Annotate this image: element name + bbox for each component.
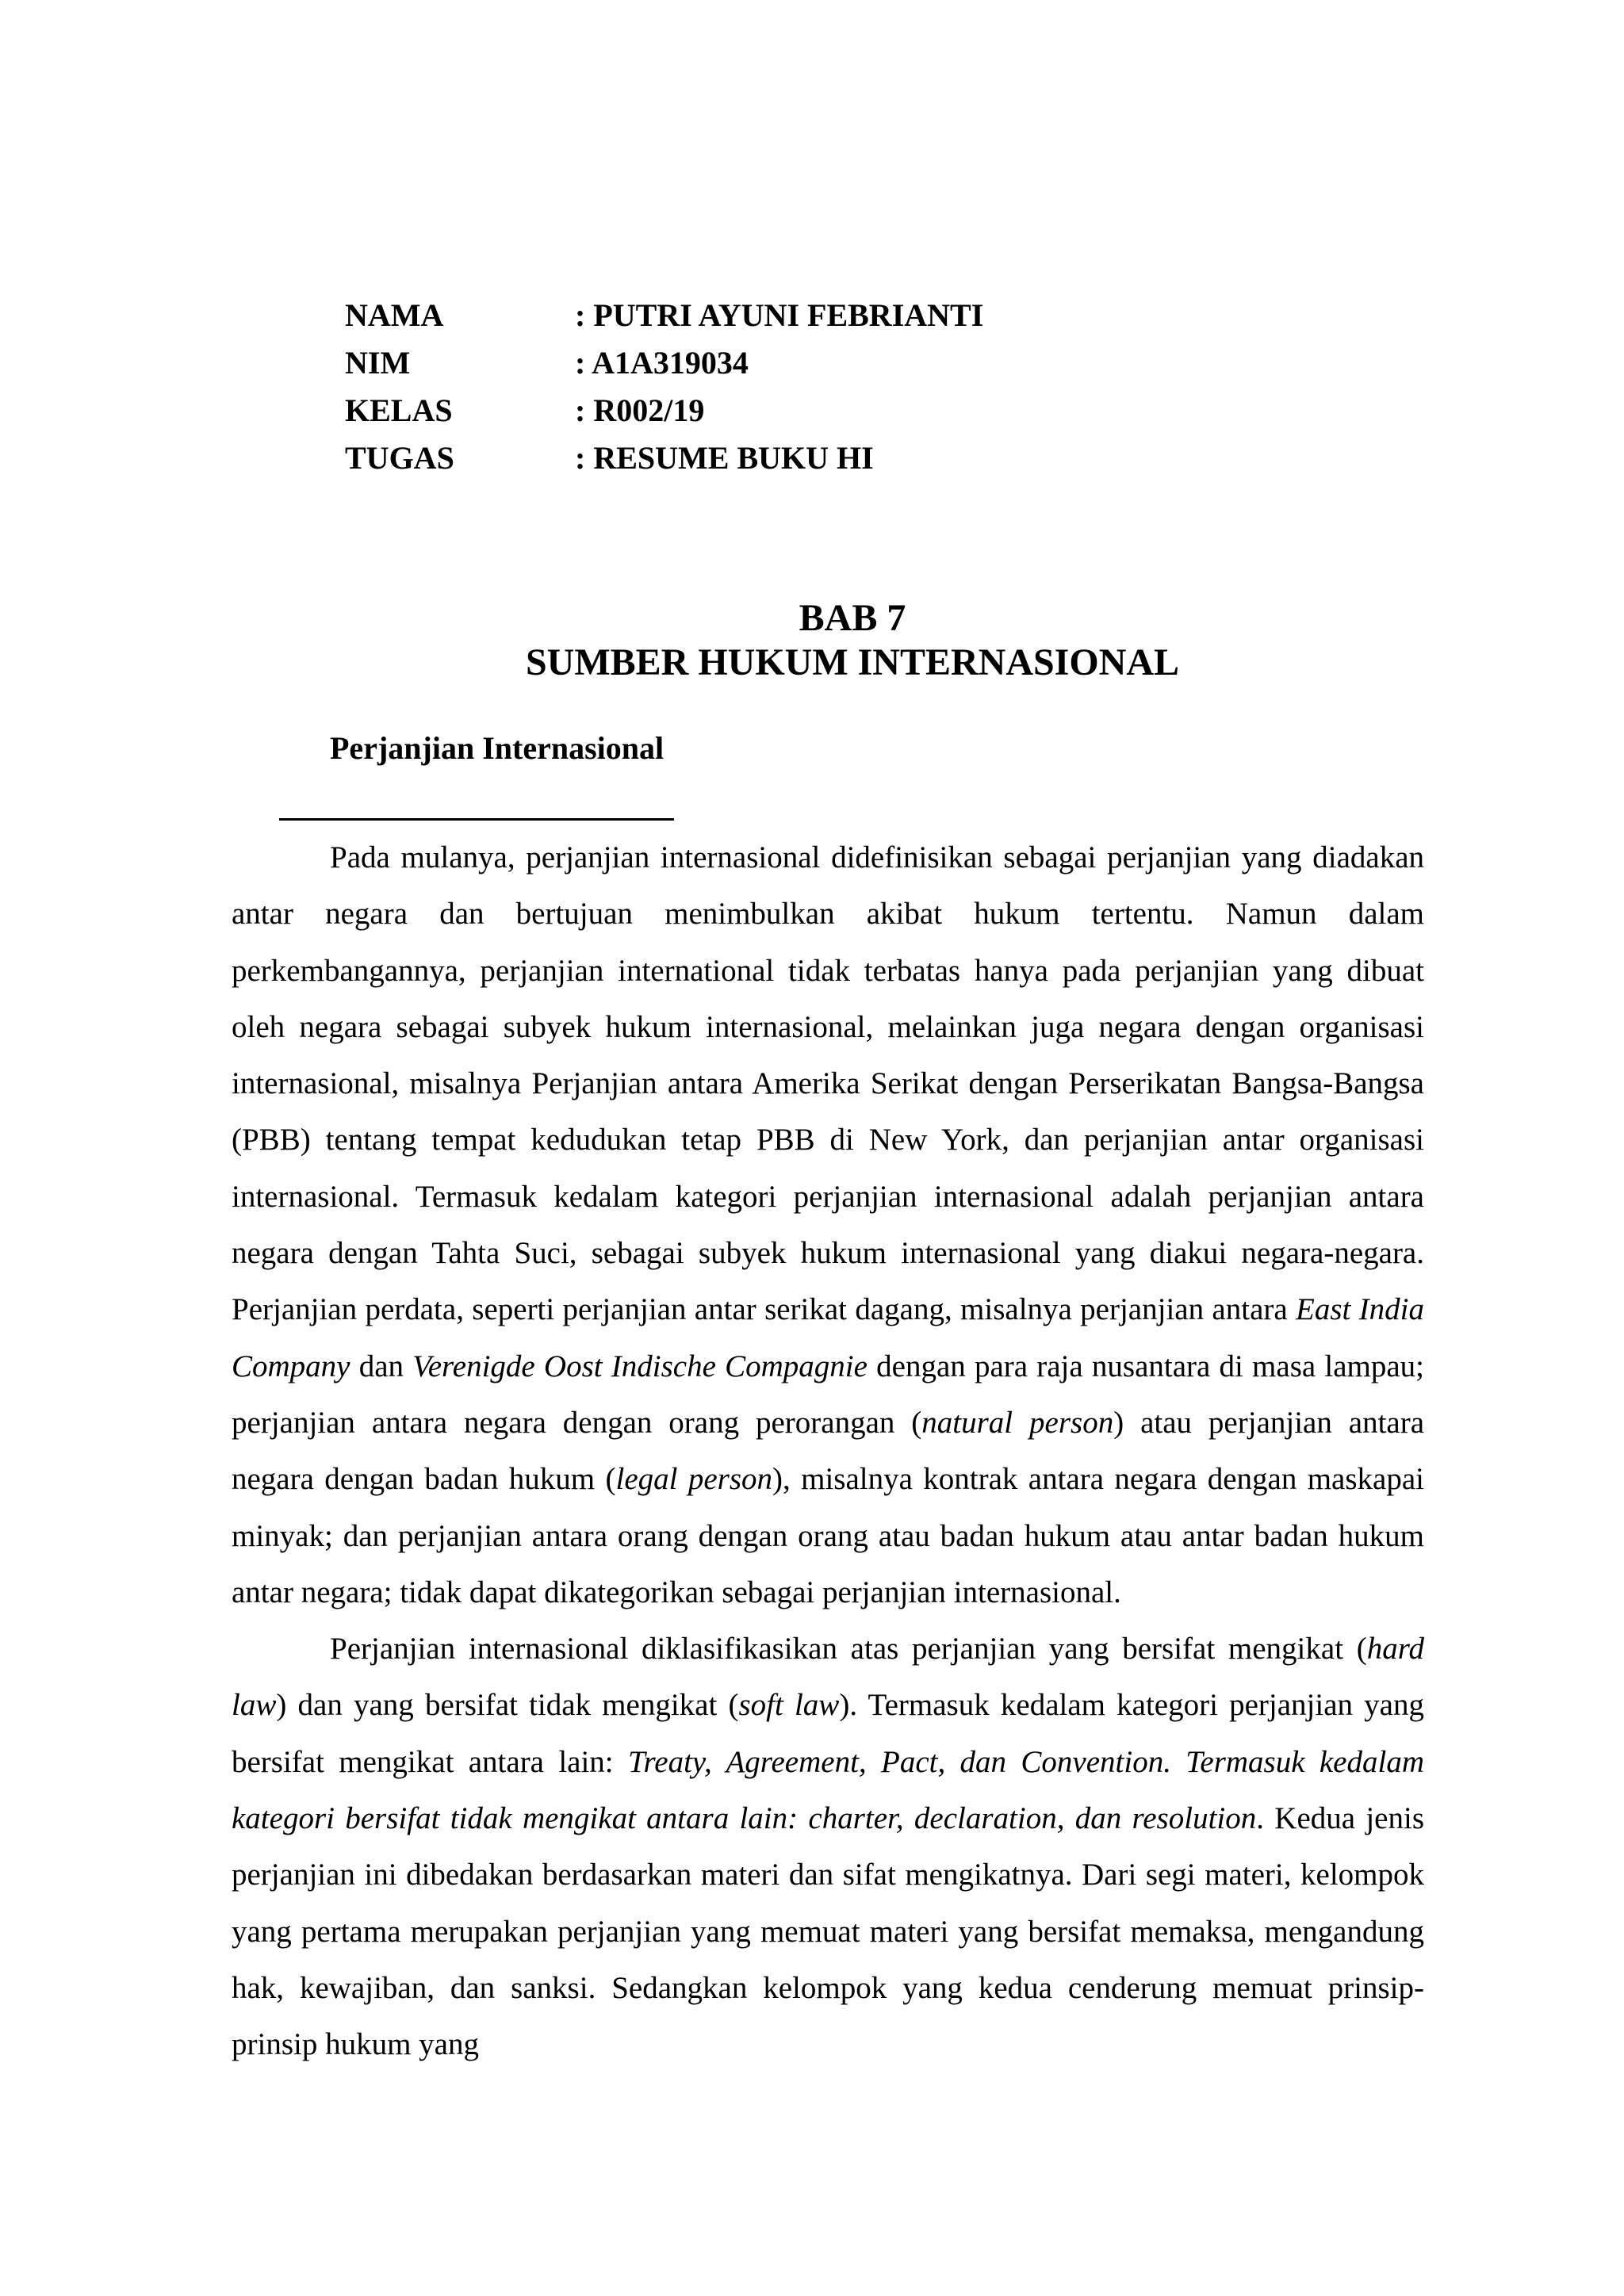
- info-label: TUGAS: [345, 440, 454, 476]
- text-run: dan: [350, 1349, 413, 1383]
- text-run: ). Termasuk kedalam kategori perjanjian yang bersifat mengikat antara lain:: [232, 1688, 1424, 1779]
- italic-text: natural person: [921, 1405, 1114, 1440]
- text-run: ) dan yang bersifat tidak mengikat (: [276, 1688, 739, 1723]
- info-value: : A1A319034: [575, 345, 749, 381]
- text-run: . Kedua jenis perjanjian ini dibedakan berdasarkan materi dan sifat mengikatnya. Dari segi materi, kelompok yang pertama merupakan perjanjian yang memuat materi yang bersifat memaksa, mengandung hak, kewajiban, dan sanksi. Sedangkan kelompok yang kedua cenderung memuat prinsip-prinsip hukum yang: [232, 1801, 1424, 2062]
- info-value: : RESUME BUKU HI: [575, 440, 874, 476]
- text-run: ) atau perjanjian antara negara dengan badan hukum (: [232, 1405, 1425, 1497]
- italic-text: Verenigde Oost Indische Compagnie: [412, 1349, 868, 1383]
- chapter-number: BAB 7: [799, 597, 906, 639]
- student-info-block: [345, 292, 983, 482]
- section-title: Perjanjian Internasional: [330, 730, 665, 766]
- info-label: NAMA: [345, 297, 444, 333]
- body-text: [232, 829, 1424, 2073]
- section-divider: [279, 818, 674, 821]
- info-value: : PUTRI AYUNI FEBRIANTI: [575, 297, 984, 333]
- paragraph: [232, 1621, 1424, 2072]
- paragraph: [232, 829, 1424, 1621]
- info-label: KELAS: [345, 392, 453, 428]
- italic-text: Treaty, Agreement, Pact, dan Convention. Termasuk kedalam kategori bersifat tidak mengikat antara lain: charter, declaration, dan resolution: [232, 1744, 1424, 1836]
- italic-text: hard law: [232, 1632, 1424, 1723]
- info-row-tugas: [345, 434, 983, 482]
- info-row-nim: [345, 339, 983, 387]
- italic-text: East India Company: [232, 1292, 1424, 1383]
- info-row-kelas: [345, 387, 983, 434]
- text-run: dengan para raja nusantara di masa lampau; perjanjian antara negara dengan orang perorangan (: [232, 1349, 1425, 1440]
- text-run: Perjanjian internasional diklasifikasikan atas perjanjian yang bersifat mengikat (: [330, 1632, 1367, 1667]
- chapter-title: SUMBER HUKUM INTERNASIONAL: [525, 641, 1180, 683]
- info-row-nama: [345, 292, 983, 339]
- info-label: NIM: [345, 345, 411, 381]
- text-run: Pada mulanya, perjanjian internasional didefinisikan sebagai perjanjian yang diadakan antar negara dan bertujuan menimbulkan akibat hukum tertentu. Namun dalam perkembangannya, perjanjian international tidak terbatas hanya pada perjanjian yang dibuat oleh negara sebagai subyek hukum internasional, melainkan juga negara dengan organisasi internasional, misalnya Perjanjian antara Amerika Serikat dengan Perserikatan Bangsa-Bangsa (PBB) tentang tempat kedudukan tetap PBB di New York, dan perjanjian antar organisasi internasional. Termasuk kedalam kategori perjanjian internasional adalah perjanjian antara negara dengan Tahta Suci, sebagai subyek hukum internasional yang diakui negara-negara. Perjanjian perdata, seperti perjanjian antar serikat dagang, misalnya perjanjian antara: [232, 840, 1424, 1327]
- info-value: : R002/19: [575, 392, 705, 428]
- italic-text: legal person: [615, 1462, 773, 1497]
- text-run: ), misalnya kontrak antara negara dengan maskapai minyak; dan perjanjian antara orang dengan orang atau badan hukum atau antar badan hukum antar negara; tidak dapat dikategorikan sebagai perjanjian internasional.: [232, 1462, 1424, 1609]
- italic-text: soft law: [738, 1688, 840, 1723]
